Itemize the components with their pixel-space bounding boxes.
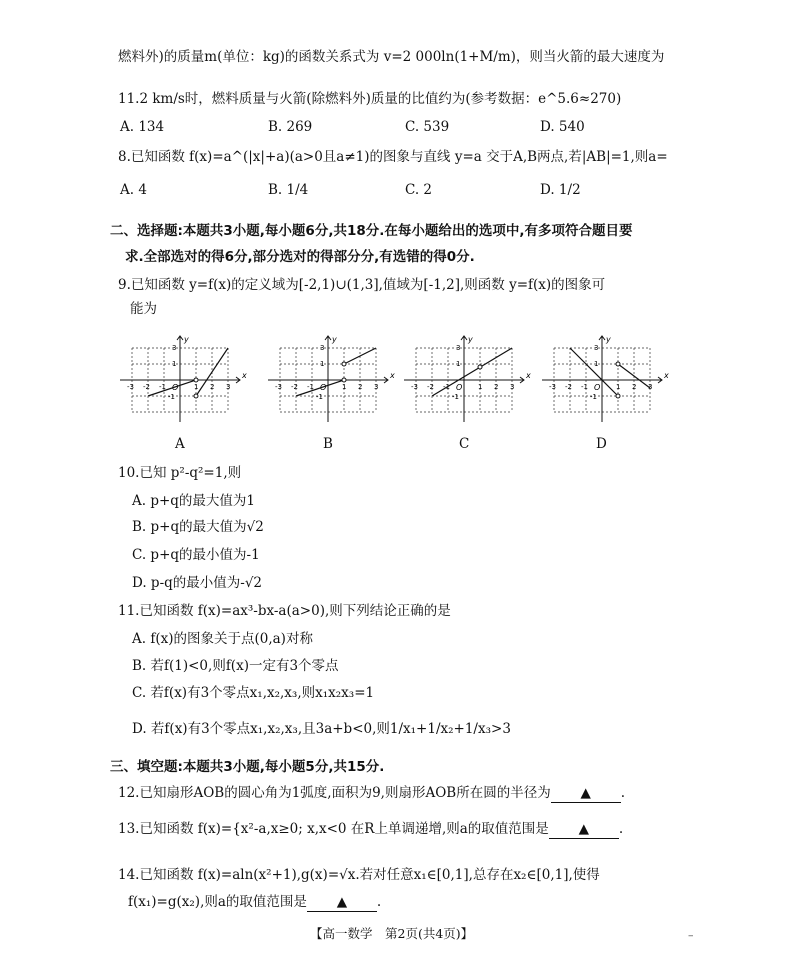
q8-option-d: D. 1/2 — [540, 182, 581, 198]
q7-line2: 11.2 km/s时，燃料质量与火箭(除燃料外)质量的比值约为(参考数据：e^5.6≈270) — [118, 91, 622, 107]
q11-option-c: C. 若f(x)有3个零点x₁,x₂,x₃,则x₁x₂x₃=1 — [132, 685, 375, 701]
q9-line1: 9.已知函数 y=f(x)的定义域为[-2,1)∪(1,3],值域为[-1,2],则函数 y=f(x)的图象可 — [118, 277, 606, 293]
section2-line2: 求.全部选对的得6分,部分选对的得部分分,有选错的得0分. — [125, 249, 475, 265]
q7-line1: 燃料外)的质量m(单位：kg)的函数关系式为 v=2 000ln(1+M/m)，则当火箭的最大速度为 — [118, 49, 665, 65]
q9-graph-label-d: D — [596, 436, 607, 452]
q11-stem: 11.已知函数 f(x)=ax³-bx-a(a>0),则下列结论正确的是 — [118, 603, 451, 619]
q8-stem: 8.已知函数 f(x)=a^(|x|+a)(a>0且a≠1)的图象与直线 y=a 交于A,B两点,若|AB|=1,则a= — [118, 149, 668, 165]
q9-graph-label-a: A — [175, 436, 185, 452]
q14-row2: f(x₁)=g(x₂),则a的取值范围是 ▲ . — [128, 894, 382, 910]
q13-stem: 13.已知函数 f(x)={x²-a,x≥0; x,x<0 在R上单调递增,则a的取值范围是 — [118, 821, 549, 837]
q14-line2: f(x₁)=g(x₂),则a的取值范围是 — [128, 894, 307, 910]
section2-line1: 二、选择题:本题共3小题,每小题6分,共18分.在每小题给出的选项中,有多项符合题目要 — [110, 223, 633, 239]
q11-option-a: A. f(x)的图象关于点(0,a)对称 — [132, 631, 313, 647]
q13-row: 13.已知函数 f(x)={x²-a,x≥0; x,x<0 在R上单调递增,则a的取值范围是 ▲ . — [118, 821, 624, 837]
q8-option-b: B. 1/4 — [268, 182, 309, 198]
q9-graph-label-b: B — [323, 436, 333, 452]
q12-row: 12.已知扇形AOB的圆心角为1弧度,面积为9,则扇形AOB所在圆的半径为 ▲ . — [118, 785, 626, 801]
q8-option-c: C. 2 — [405, 182, 433, 198]
q11-option-b: B. 若f(1)<0,则f(x)一定有3个零点 — [132, 658, 339, 674]
q12-stem: 12.已知扇形AOB的圆心角为1弧度,面积为9,则扇形AOB所在圆的半径为 — [118, 785, 551, 801]
q9-graphs: 1 2 3 — [118, 320, 678, 432]
q9-graph-c — [404, 335, 531, 422]
q11-option-d: D. 若f(x)有3个零点x₁,x₂,x₃,且3a+b<0,则1/x₁+1/x₂+1/x₃>3 — [132, 721, 511, 737]
q14-answer-blank[interactable]: ▲ — [307, 895, 377, 912]
q10-option-d: D. p-q的最小值为-√2 — [132, 575, 263, 591]
page-footer: 【高一数学 第2页(共4页)】 — [310, 926, 474, 941]
q13-answer-blank[interactable]: ▲ — [549, 822, 619, 839]
corner-mark: – — [688, 929, 694, 942]
q7-option-a: A. 134 — [120, 119, 165, 135]
q9-graph-d — [542, 335, 669, 422]
q7-option-c: C. 539 — [405, 119, 450, 135]
q10-option-c: C. p+q的最小值为-1 — [132, 547, 260, 563]
q9-graph-b — [268, 335, 395, 422]
section3-title: 三、填空题:本题共3小题,每小题5分,共15分. — [110, 759, 385, 775]
q12-answer-blank[interactable]: ▲ — [551, 786, 621, 803]
q9-graph-label-c: C — [459, 436, 470, 452]
q10-option-a: A. p+q的最大值为1 — [132, 493, 256, 509]
q9-graph-a — [120, 335, 247, 422]
q9-line2: 能为 — [130, 301, 157, 317]
q10-stem: 10.已知 p²-q²=1,则 — [118, 465, 242, 481]
q10-option-b: B. p+q的最大值为√2 — [132, 519, 264, 535]
q7-option-d: D. 540 — [540, 119, 585, 135]
q7-option-b: B. 269 — [268, 119, 313, 135]
q8-option-a: A. 4 — [120, 182, 147, 198]
q14-line1: 14.已知函数 f(x)=aln(x²+1),g(x)=√x.若对任意x₁∈[0,1],总存在x₂∈[0,1],使得 — [118, 867, 600, 883]
